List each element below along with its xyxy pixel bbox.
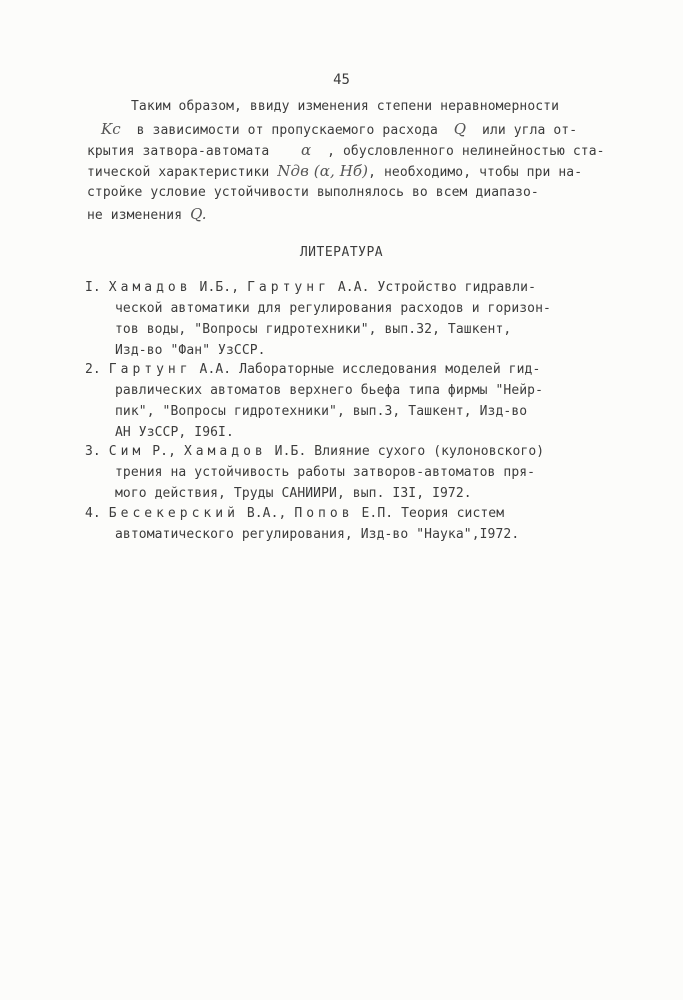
page-number: 45 bbox=[333, 72, 350, 88]
reference-1-line-4: Изд-во "Фан" УзССР. bbox=[115, 343, 266, 358]
paragraph-line-4: тической характеристики Nдв (α, Hб), необходимо, чтобы при на- bbox=[87, 162, 583, 180]
ref-author: Сим bbox=[108, 444, 145, 459]
paragraph-line-1: Таким образом, ввиду изменения степени неравномерности bbox=[131, 99, 560, 114]
paragraph-line-2: Kc в зависимости от пропускаемого расхода Q или угла от- bbox=[101, 120, 578, 138]
symbol-alpha: α bbox=[301, 141, 312, 159]
symbol-kc: Kc bbox=[101, 120, 121, 138]
paragraph-line-3: крытия затвора-автомата α , обусловленного нелинейностью ста- bbox=[87, 141, 605, 159]
reference-4-line-1: 4. Бесекерский В.А., Попов Е.П. Теория систем bbox=[85, 506, 505, 521]
ref-author: Попов bbox=[294, 506, 354, 521]
paragraph-line-6: не изменения Q. bbox=[87, 205, 207, 223]
reference-2-line-2: равлических автоматов верхнего бьефа типа фирмы "Нейр- bbox=[115, 383, 544, 398]
reference-1-line-3: тов воды, "Вопросы гидротехники", вып.32, Ташкент, bbox=[115, 322, 512, 337]
section-heading: ЛИТЕРАТУРА bbox=[299, 245, 384, 260]
symbol-n: Nдв (α, Hб) bbox=[277, 162, 369, 180]
reference-3-line-1: 3. Сим Р., Хамадов И.Б. Влияние сухого (кулоновского) bbox=[85, 444, 545, 459]
reference-1-line-1: I. Хамадов И.Б., Гартунг А.А. Устройство гидравли- bbox=[85, 280, 537, 295]
ref-author: Гартунг bbox=[108, 362, 192, 377]
symbol-q: Q bbox=[453, 120, 467, 138]
ref-author: Бесекерский bbox=[108, 506, 239, 521]
ref-author: Гартунг bbox=[247, 280, 330, 295]
paragraph-line-5: стройке условие устойчивости выполнялось во всем диапазо- bbox=[87, 185, 539, 200]
reference-1-line-2: ческой автоматики для регулирования расходов и горизон- bbox=[115, 301, 551, 316]
reference-2-line-4: АН УзССР, I96I. bbox=[115, 425, 234, 440]
ref-author: Хамадов bbox=[108, 280, 192, 295]
ref-author: Хамадов bbox=[183, 444, 267, 459]
reference-3-line-2: трения на устойчивость работы затворов-автоматов пря- bbox=[115, 465, 536, 480]
reference-3-line-3: мого действия, Труды САНИИРИ, вып. I3I, I972. bbox=[115, 486, 472, 501]
reference-4-line-2: автоматического регулирования, Изд-во "Наука",I972. bbox=[115, 527, 520, 542]
reference-2-line-3: пик", "Вопросы гидротехники", вып.3, Ташкент, Изд-во bbox=[115, 404, 528, 419]
symbol-q-end: Q. bbox=[190, 205, 207, 223]
reference-2-line-1: 2. Гартунг А.А. Лабораторные исследования моделей гид- bbox=[85, 362, 541, 377]
